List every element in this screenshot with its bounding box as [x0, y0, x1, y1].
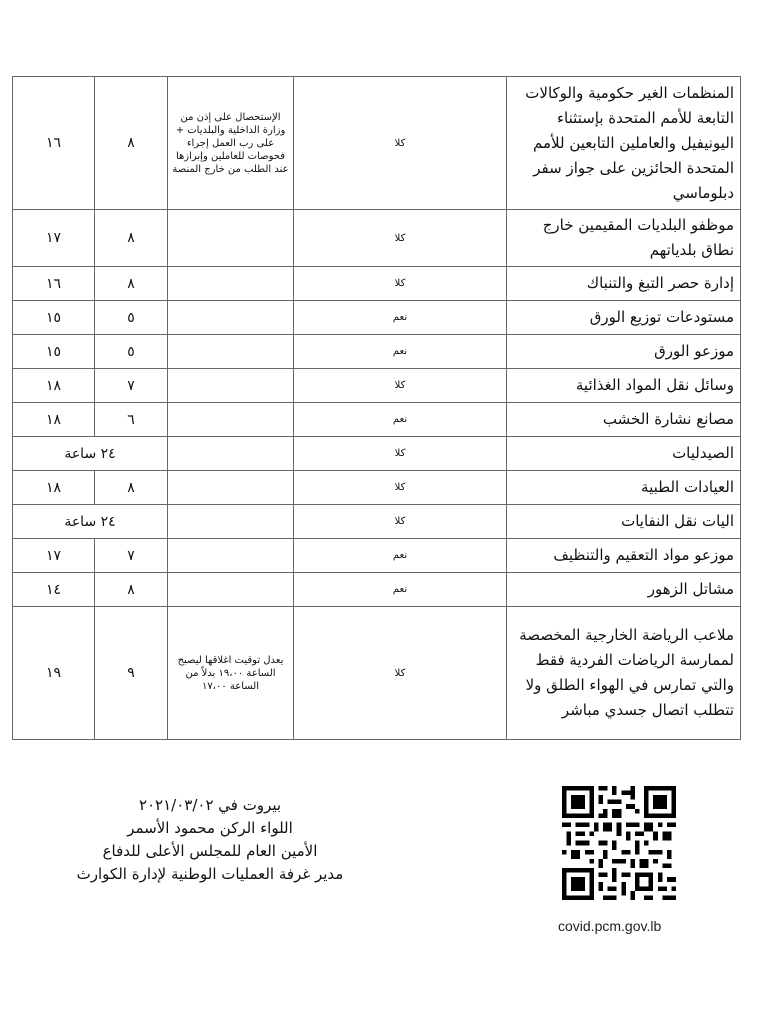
sector-name: العيادات الطبية [507, 471, 741, 505]
open-during-ban: كلا [294, 369, 507, 403]
sector-notes [168, 403, 294, 437]
table-row [13, 539, 741, 573]
table-row [13, 607, 741, 740]
sector-notes [168, 437, 294, 471]
sector-name: موزعو الورق [507, 335, 741, 369]
open-during-ban: كلا [294, 267, 507, 301]
table-row [13, 403, 741, 437]
opening-hour: ٩ [95, 607, 168, 740]
table-row [13, 267, 741, 301]
sector-name: اليات نقل النفايات [507, 505, 741, 539]
sector-name: إدارة حصر التبغ والتنباك [507, 267, 741, 301]
opening-hour: ٥ [95, 301, 168, 335]
table-row [13, 573, 741, 607]
sector-name: موظفو البلديات المقيمين خارج نطاق بلدياتهم [507, 210, 741, 267]
signatory-title: الأمين العام للمجلس الأعلى للدفاع [102, 842, 318, 860]
open-during-ban: نعم [294, 573, 507, 607]
full-day-hours: ٢٤ ساعة [13, 505, 168, 539]
open-during-ban: كلا [294, 505, 507, 539]
sector-name: ملاعب الرياضة الخارجية المخصصة لممارسة الرياضات الفردية فقط والتي تمارس في الهواء الطلق ولا تتطلب اتصال جسدي مباشر [507, 607, 741, 740]
qr-code-icon [562, 786, 676, 900]
closing-hour: ١٥ [13, 335, 95, 369]
closing-hour: ١٤ [13, 573, 95, 607]
sector-notes: يعدل توقيت اغلاقها ليصبح الساعة ١٩،٠٠ بدلاً من الساعة ١٧،٠٠ [168, 607, 294, 740]
sector-notes [168, 539, 294, 573]
date-line: بيروت في ٢٠٢١/٠٣/٠٢ [138, 796, 282, 814]
sector-name: الصيدليات [507, 437, 741, 471]
sector-notes [168, 573, 294, 607]
sector-notes: الإستحصال على إذن من وزارة الداخلية والبلديات + على رب العمل إجراء فحوصات للعاملين وإبرازها عند الطلب من خارج المنصة [168, 77, 294, 210]
open-during-ban: كلا [294, 607, 507, 740]
table-row [13, 301, 741, 335]
opening-hour: ٨ [95, 573, 168, 607]
opening-hour: ٥ [95, 335, 168, 369]
signatory-name: اللواء الركن محمود الأسمر [127, 819, 293, 837]
opening-hour: ٨ [95, 77, 168, 210]
closing-hour: ١٥ [13, 301, 95, 335]
table-row [13, 369, 741, 403]
sector-notes [168, 505, 294, 539]
closing-hour: ١٨ [13, 471, 95, 505]
opening-hour: ٧ [95, 539, 168, 573]
table-row [13, 505, 741, 539]
opening-hour: ٨ [95, 210, 168, 267]
sector-notes [168, 210, 294, 267]
sectors-table-body [13, 77, 741, 740]
open-during-ban: نعم [294, 403, 507, 437]
table-row [13, 210, 741, 267]
closing-hour: ١٧ [13, 210, 95, 267]
sector-notes [168, 335, 294, 369]
opening-hour: ٦ [95, 403, 168, 437]
sector-notes [168, 471, 294, 505]
closing-hour: ١٨ [13, 369, 95, 403]
table-row [13, 437, 741, 471]
sector-name: مصانع نشارة الخشب [507, 403, 741, 437]
sector-name: موزعو مواد التعقيم والتنظيف [507, 539, 741, 573]
website-link[interactable]: covid.pcm.gov.lb [558, 918, 662, 934]
closing-hour: ١٦ [13, 267, 95, 301]
signatory-title-2: مدير غرفة العمليات الوطنية لإدارة الكوارث [76, 865, 344, 883]
sector-name: وسائل نقل المواد الغذائية [507, 369, 741, 403]
sector-name: المنظمات الغير حكومية والوكالات التابعة للأمم المتحدة بإستثناء اليونيفيل والعاملين التابعين للأمم المتحدة الحائزين على جواز سفر دبلوماسي [507, 77, 741, 210]
sector-name: مشاتل الزهور [507, 573, 741, 607]
opening-hour: ٨ [95, 471, 168, 505]
table-row [13, 335, 741, 369]
table-row [13, 471, 741, 505]
table-row [13, 77, 741, 210]
open-during-ban: كلا [294, 437, 507, 471]
signature-block [40, 794, 380, 886]
open-during-ban: كلا [294, 471, 507, 505]
sector-notes [168, 301, 294, 335]
sector-notes [168, 267, 294, 301]
sectors-table [12, 76, 741, 740]
sector-notes [168, 369, 294, 403]
sector-name: مستودعات توزيع الورق [507, 301, 741, 335]
closing-hour: ١٩ [13, 607, 95, 740]
closing-hour: ١٦ [13, 77, 95, 210]
open-during-ban: نعم [294, 335, 507, 369]
open-during-ban: كلا [294, 77, 507, 210]
closing-hour: ١٨ [13, 403, 95, 437]
open-during-ban: كلا [294, 210, 507, 267]
full-day-hours: ٢٤ ساعة [13, 437, 168, 471]
open-during-ban: نعم [294, 301, 507, 335]
open-during-ban: نعم [294, 539, 507, 573]
closing-hour: ١٧ [13, 539, 95, 573]
opening-hour: ٧ [95, 369, 168, 403]
opening-hour: ٨ [95, 267, 168, 301]
